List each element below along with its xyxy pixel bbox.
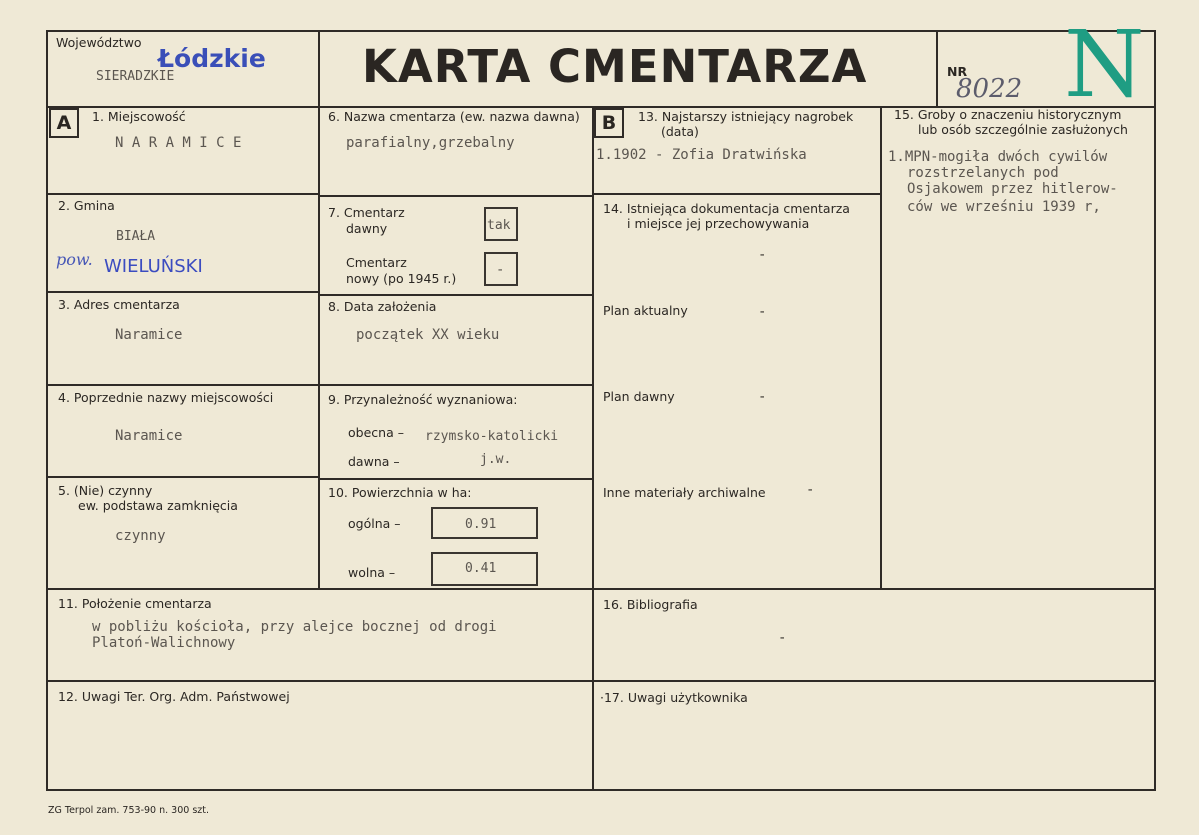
region-value: SIERADZKIE [96, 69, 175, 84]
field-13-value: 1.1902 - Zofia Dratwińska [596, 147, 807, 163]
field-16-value: - [778, 630, 787, 646]
field-11-value-line1: w pobliżu kościoła, przy alejce bocznej od drogi [92, 619, 497, 635]
field-1-value: N A R A M I C E [115, 135, 242, 151]
field-9-obecna-label: obecna – [348, 425, 404, 440]
inne-materialy-label: Inne materiały archiwalne [603, 485, 766, 500]
plan-dawny-value: - [758, 389, 767, 405]
field-12-label: 12. Uwagi Ter. Org. Adm. Państwowej [58, 689, 290, 704]
field-5-label-line1: 5. (Nie) czynny [58, 483, 153, 498]
field-14-value: - [758, 247, 767, 263]
divider [880, 106, 882, 588]
field-9-obecna-value: rzymsko-katolicki [425, 429, 559, 444]
field-2-pow-stamp: WIELUŃSKI [104, 256, 203, 277]
field-2-pow-handwritten: pow. [56, 250, 93, 269]
field-13-label-line1: 13. Najstarszy istniejący nagrobek [638, 109, 854, 124]
category-letter: N [1064, 11, 1145, 118]
divider [318, 478, 592, 480]
divider [318, 294, 592, 296]
field-6-label: 6. Nazwa cmentarza (ew. nazwa dawna) [328, 109, 580, 124]
page-title: KARTA CMENTARZA [362, 40, 868, 93]
divider [46, 476, 318, 478]
field-6-value: parafialny,grzebalny [346, 135, 515, 151]
field-15-label-line1: 15. Groby o znaczeniu historycznym [894, 107, 1122, 122]
field-4-value: Naramice [115, 428, 183, 444]
field-15-label-line2: lub osób szczególnie zasłużonych [918, 122, 1128, 137]
field-7-label: 7. Cmentarz [328, 205, 405, 220]
field-4-label: 4. Poprzednie nazwy miejscowości [58, 390, 274, 405]
divider [592, 193, 880, 195]
field-3-value: Naramice [115, 327, 183, 343]
field-14-label-line1: 14. Istniejąca dokumentacja cmentarza [603, 201, 850, 216]
field-11-value-line2: Platoń-Walichnowy [92, 635, 236, 651]
field-7-dawny-value: tak [487, 218, 511, 233]
field-13-label-line2: (data) [661, 124, 699, 139]
field-3-label: 3. Adres cmentarza [58, 297, 180, 312]
plan-aktualny-label: Plan aktualny [603, 303, 688, 318]
divider [46, 680, 1156, 682]
divider [936, 30, 938, 108]
print-info: ZG Terpol zam. 753-90 n. 300 szt. [48, 805, 209, 816]
voivodeship-label: Województwo [56, 35, 142, 50]
divider [46, 193, 318, 195]
nr-label: NR [947, 64, 968, 79]
field-15-value-line4: ców we wrześniu 1939 r, [907, 199, 1101, 215]
field-16-label: 16. Bibliografia [603, 597, 698, 612]
plan-aktualny-value: - [758, 304, 767, 320]
divider [46, 588, 1156, 590]
field-1-label: 1. Miejscowość [92, 109, 186, 124]
field-17-label: ·17. Uwagi użytkownika [600, 690, 748, 705]
field-8-label: 8. Data założenia [328, 299, 437, 314]
field-10-wolna-label: wolna – [348, 565, 396, 580]
field-7-nowy-label-line1: Cmentarz [346, 255, 407, 270]
divider [46, 384, 318, 386]
field-10-ogolna-label: ogólna – [348, 516, 401, 531]
field-8-value: początek XX wieku [356, 327, 500, 343]
field-5-label-line2: ew. podstawa zamknięcia [78, 498, 238, 513]
field-10-label: 10. Powierzchnia w ha: [328, 485, 472, 500]
divider [318, 195, 592, 197]
divider [46, 291, 318, 293]
plan-dawny-label: Plan dawny [603, 389, 675, 404]
voivodeship-stamp: Łódzkie [158, 44, 266, 73]
section-b-marker: B [594, 108, 624, 138]
field-15-value-line1: 1.MPN-mogiła dwóch cywilów [888, 149, 1108, 165]
field-15-value-line2: rozstrzelanych pod [907, 165, 1059, 181]
field-14-label-line2: i miejsce jej przechowywania [627, 216, 810, 231]
field-9-label: 9. Przynależność wyznaniowa: [328, 392, 518, 407]
divider [318, 106, 320, 588]
divider [592, 106, 594, 791]
field-9-dawna-value: j.w. [480, 452, 512, 467]
field-9-dawna-label: dawna – [348, 454, 400, 469]
divider [318, 30, 320, 108]
field-10-ogolna-value: 0.91 [465, 517, 497, 532]
field-11-label: 11. Położenie cmentarza [58, 596, 212, 611]
field-10-wolna-value: 0.41 [465, 561, 497, 576]
nr-value: 8022 [956, 74, 1023, 104]
field-7-dawny-label: dawny [346, 221, 388, 236]
section-a-marker: A [49, 108, 79, 138]
field-2-label: 2. Gmina [58, 198, 115, 213]
inne-materialy-value: - [806, 482, 815, 498]
field-7-nowy-label-line2: nowy (po 1945 r.) [346, 271, 457, 286]
field-7-nowy-value: - [496, 262, 505, 278]
field-15-value-line3: Osjakowem przez hitlerow- [907, 181, 1118, 197]
field-5-value: czynny [115, 528, 166, 544]
field-2-value: BIAŁA [116, 229, 156, 244]
divider [318, 384, 592, 386]
